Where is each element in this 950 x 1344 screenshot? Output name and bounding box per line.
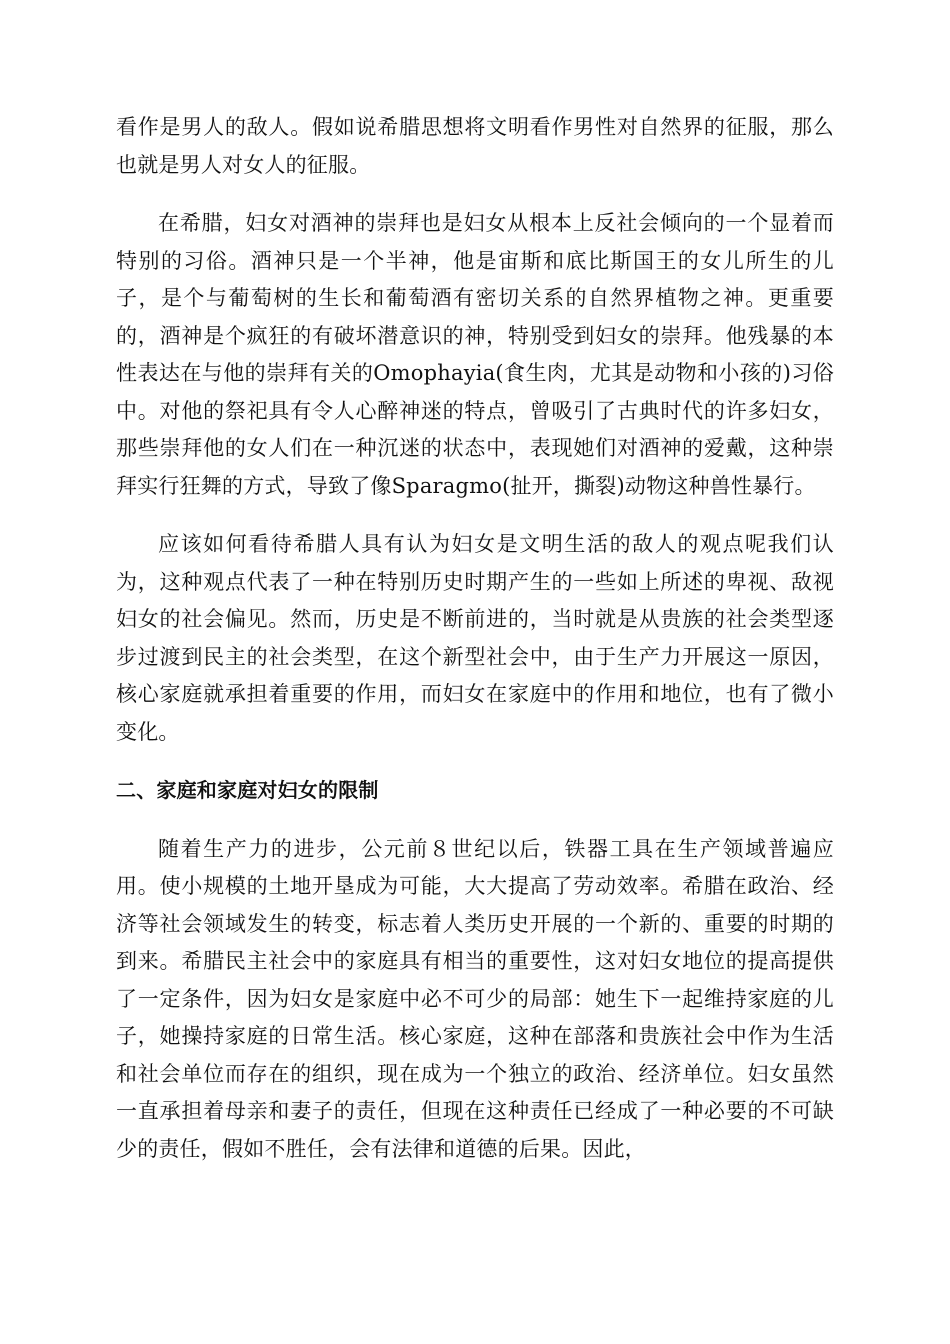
paragraph-view-of-women: 应该如何看待希腊人具有认为妇女是文明生活的敌人的观点呢我们认为，这种观点代表了一种在特别历史时期产生的一些如上所述的卑视、敌视妇女的社会偏见。然而，历史是不断前进的，当时就是从贵族的社会类型逐步过渡到民主的社会类型，在这个新型社会中，由于生产力开展这一原因，核心家庭就承担着重要的作用，而妇女在家庭中的作用和地位，也有了微小变化。 (116, 532, 834, 744)
paragraph-family-role: 随着生产力的进步，公元前８世纪以后，铁器工具在生产领域普遍应用。使小规模的土地开垦成为可能，大大提高了劳动效率。希腊在政治、经济等社会领域发生的转变，标志着人类历史开展的一个新的、重要的时期的到来。希腊民主社会中的家庭具有相当的重要性，这对妇女地位的提高提供了一定条件，因为妇女是家庭中必不可少的局部：她生下一起维持家庭的儿子，她操持家庭的日常生活。核心家庭，这种在部落和贵族社会中作为生活和社会单位而存在的组织，现在成为一个独立的政治、经济单位。妇女虽然一直承担着母亲和妻子的责任，但现在这种责任已经成了一种必要的不可缺少的责任，假如不胜任，会有法律和道德的后果。因此， (116, 836, 834, 1161)
paragraph-continuation: 看作是男人的敌人。假如说希腊思想将文明看作男性对自然界的征服，那么也就是男人对女人的征服。 (116, 115, 834, 177)
paragraph-dionysus-worship: 在希腊，妇女对酒神的崇拜也是妇女从根本上反社会倾向的一个显着而特别的习俗。酒神只是一个半神，他是宙斯和底比斯国王的女儿所生的儿子，是个与葡萄树的生长和葡萄酒有密切关系的自然界植物之神。更重要的，酒神是个疯狂的有破坏潜意识的神，特别受到妇女的崇拜。他残暴的本性表达在与他的崇拜有关的Omophayia(食生肉，尤其是动物和小孩的)习俗中。对他的祭祀具有令人心醉神迷的特点，曾吸引了古典时代的许多妇女，那些崇拜他的女人们在一种沉迷的状态中，表现她们对酒神的爱戴，这种崇拜实行狂舞的方式，导致了像Sparagmo(扯开，撕裂)动物这种兽性暴行。 (116, 211, 834, 498)
document-page (116, 109, 834, 1168)
section-heading: 二、家庭和家庭对妇女的限制 (116, 778, 379, 802)
